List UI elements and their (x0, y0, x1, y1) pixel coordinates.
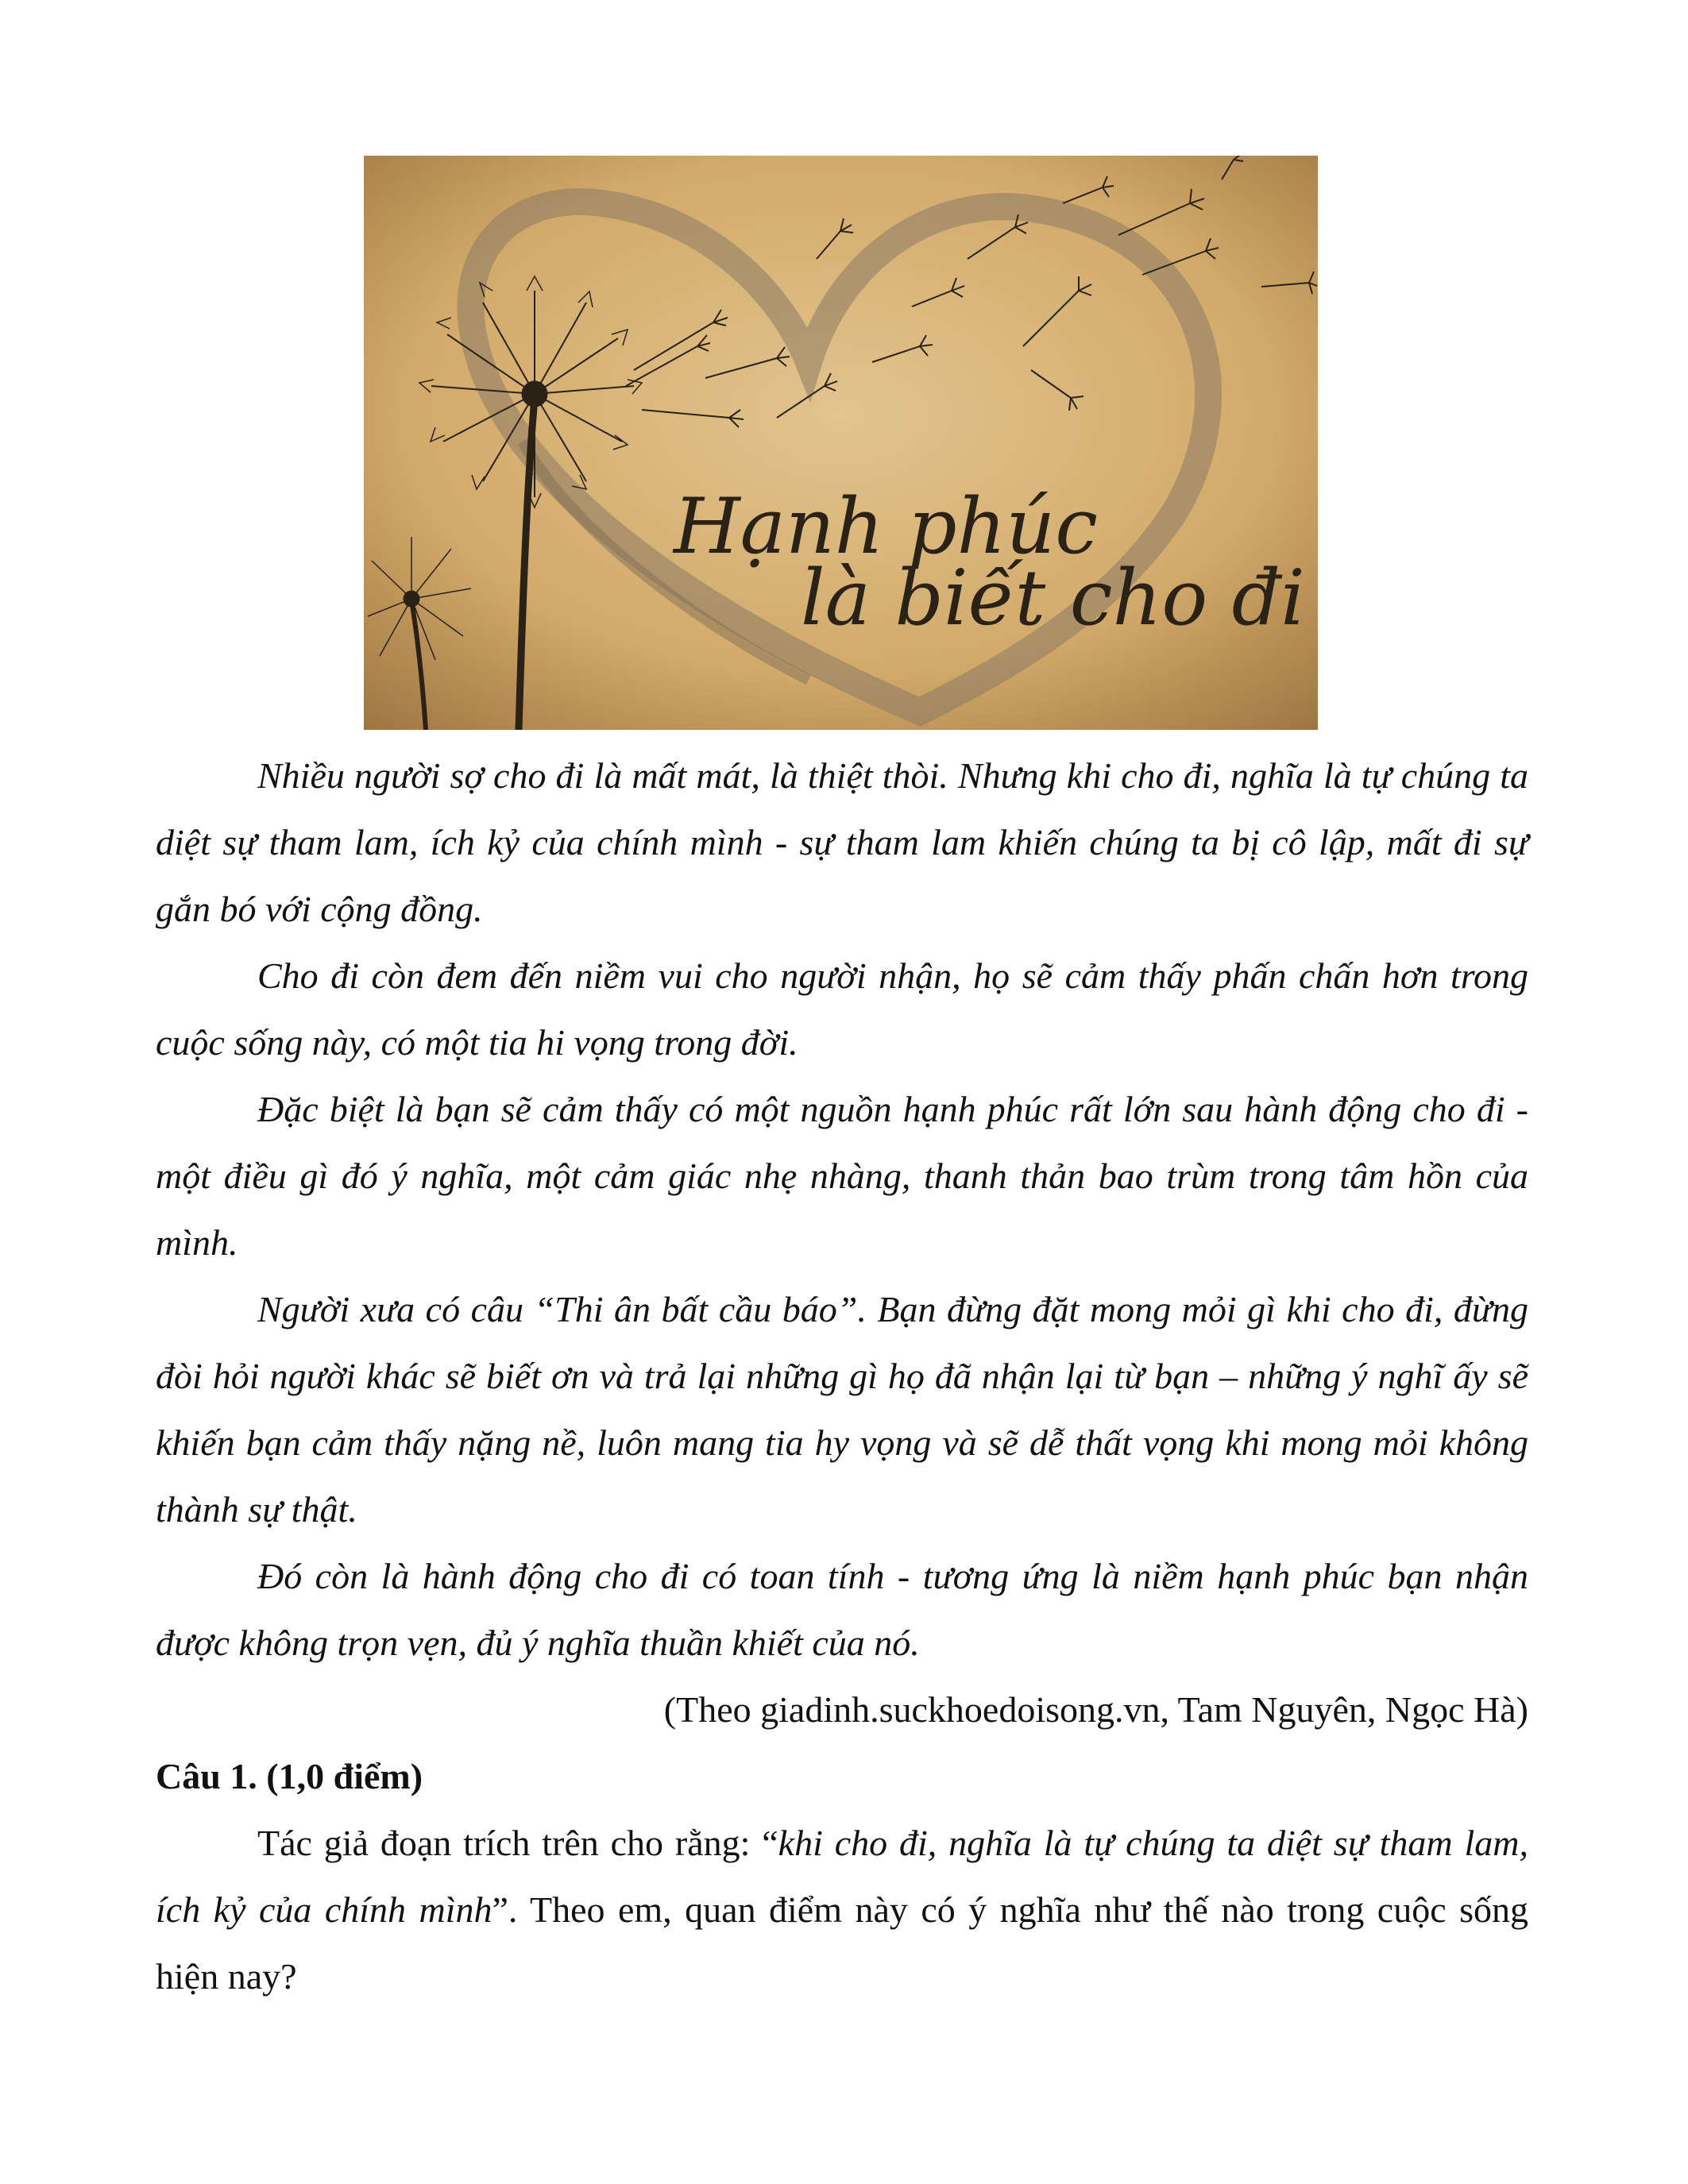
passage-paragraph-1: Nhiều người sợ cho đi là mất mát, là thiệt thòi. Nhưng khi cho đi, nghĩa là tự chúng ta diệt sự tham lam, ích kỷ của chính mình - sự tham lam khiến chúng ta bị cô lập, mất đi sự gắn bó với cộng đồng. (156, 755, 1528, 929)
passage-paragraph-3: Đặc biệt là bạn sẽ cảm thấy có một nguồn hạnh phúc rất lớn sau hành động cho đi - một điều gì đó ý nghĩa, một cảm giác nhẹ nhàng, thanh thản bao trùm trong tâm hồn của mình. (156, 1089, 1528, 1263)
dandelion-heart-illustration (364, 156, 1318, 730)
question-1-quote: khi cho đi, nghĩa là tự chúng ta diệt sự tham lam, ích kỷ của chính mình (156, 1823, 1528, 1930)
passage (156, 743, 1528, 2010)
illustration-title-line2: là biết cho đi (801, 554, 1305, 642)
passage-paragraph-2: Cho đi còn đem đến niềm vui cho người nhận, họ sẽ cảm thấy phấn chấn hơn trong cuộc sống này, có một tia hi vọng trong đời. (156, 955, 1528, 1063)
illustration-title-line1: Hạnh phúc (674, 482, 1098, 571)
passage-paragraph-5: Đó còn là hành động cho đi có toan tính - tương ứng là niềm hạnh phúc bạn nhận được không trọn vẹn, đủ ý nghĩa thuần khiết của nó. (156, 1556, 1528, 1663)
question-1-text (156, 1810, 1528, 2010)
passage-paragraph-4: Người xưa có câu “Thi ân bất cầu báo”. Bạn đừng đặt mong mỏi gì khi cho đi, đừng đòi hỏi người khác sẽ biết ơn và trả lại những gì họ đã nhận lại từ bạn – những ý nghĩ ấy sẽ khiến bạn cảm thấy nặng nề, luôn mang tia hy vọng và sẽ dễ thất vọng khi mong mỏi không thành sự thật. (156, 1289, 1528, 1530)
question-1-rest: ”. Theo em, quan điểm này có ý nghĩa như thế nào trong cuộc sống hiện nay? (156, 1889, 1528, 1997)
passage-source: (Theo giadinh.suckhoedoisong.vn, Tam Nguyên, Ngọc Hà) (663, 1689, 1528, 1730)
question-1-heading: Câu 1. (1,0 điểm) (156, 1756, 423, 1796)
question-1-intro: Tác giả đoạn trích trên cho rằng: “ (257, 1823, 778, 1863)
